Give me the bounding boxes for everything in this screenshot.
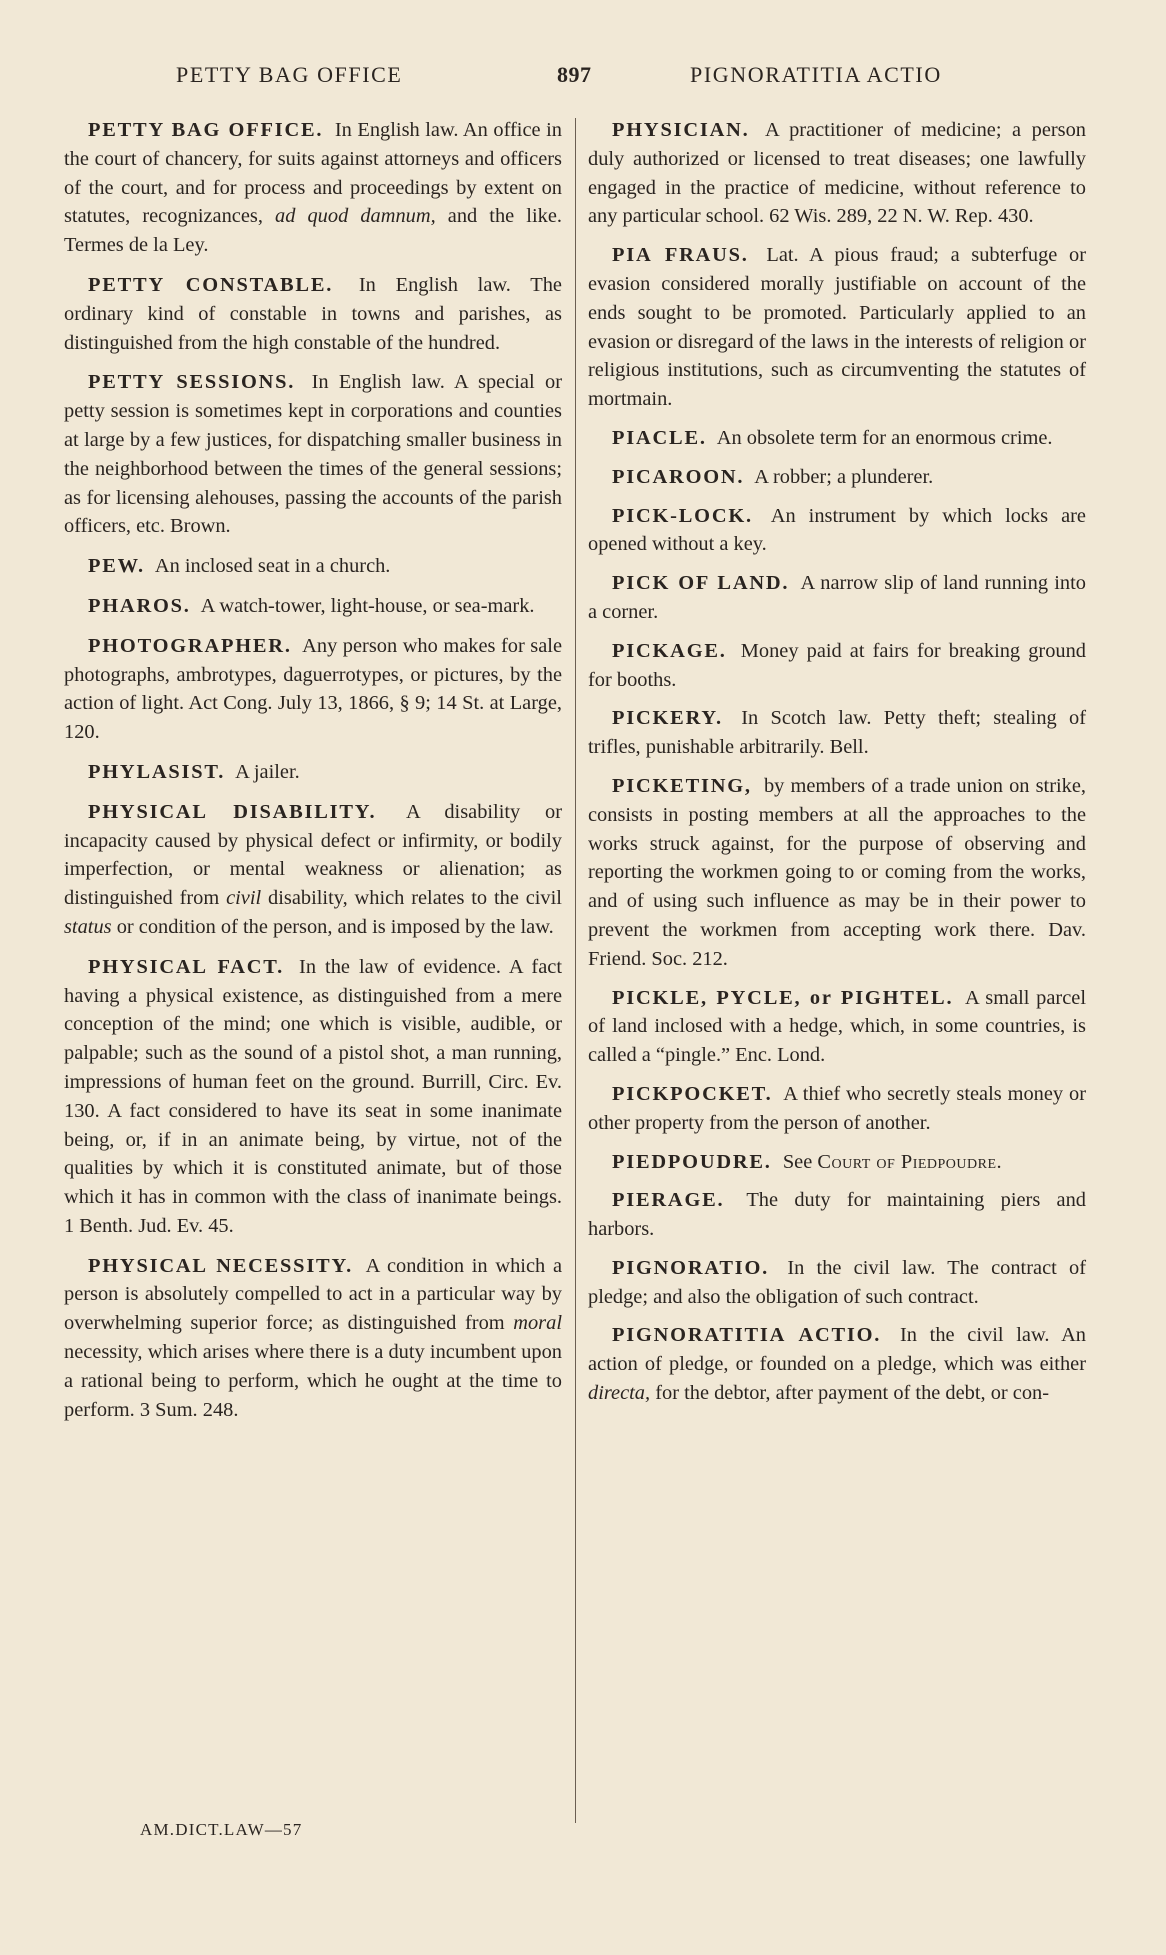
definition: disability, which relates to the civil [268, 887, 562, 910]
definition: by members of a trade union on strike, consists in posting members at all the approaches to the works struck against, for the purpose of observing and reporting the workmen going to or coming from the works, and of using such influence as may be in their power to prevent the workmen from accepting work there. Dav. Friend. Soc. 212. [588, 774, 1086, 970]
entry-petty-sessions [64, 368, 562, 541]
definition: In English law. The ordinary kind of constable in towns and parishes, as distinguished from the high constable of the hundred. [64, 273, 562, 354]
headword: PICKERY. [612, 707, 723, 730]
definition: A practitioner of medicine; a person duly authorized or licensed to treat diseases; one lawfully engaged in the practice of medicine, without reference to any particular school. 62 Wis. 289, 22 N. W. Rep. 430. [588, 119, 1086, 228]
page-number: 897 [557, 62, 592, 87]
definition-italic: directa, [588, 1382, 651, 1405]
entry-pew [64, 552, 562, 581]
headword: PICKPOCKET. [612, 1082, 773, 1105]
headword: PHYSICIAN. [612, 119, 750, 141]
definition-italic: ad quod damnum, [275, 205, 436, 228]
signature-mark: AM.DICT.LAW—57 [140, 1820, 303, 1839]
running-head [0, 62, 1166, 92]
headword: PHYSICAL NECESSITY. [88, 1254, 354, 1277]
right-column [588, 116, 1086, 1418]
definition: A narrow slip of land running into a corner. [588, 572, 1086, 623]
entry-picaroon [588, 463, 1086, 492]
definition: In English law. A special or petty session is sometimes kept in corporations and counties at large by a few justices, for dispatching smaller business in the neighborhood between the times of the general sessions; as for licensing alehouses, passing the accounts of the parish officers, etc. Brown. [64, 371, 562, 538]
entry-pignoratitia-actio [588, 1321, 1086, 1407]
definition: A watch-tower, light-house, or sea-mark. [200, 594, 535, 617]
headword: PHOTOGRAPHER. [88, 634, 292, 657]
definition: The duty for maintaining piers and harbors. [588, 1189, 1086, 1241]
column-divider [575, 118, 576, 1823]
definition: In English law. An office in the court of chancery, for suits against attorneys and officers of the court, and for process and proceedings by extent on statutes, recognizances, [64, 119, 562, 228]
entry-piedpoudre [588, 1148, 1086, 1177]
headword: PETTY BAG OFFICE. [88, 119, 324, 141]
definition: necessity, which arises where there is a duty incumbent upon a rational being to perform, which he ought at the time to perform. 3 Sum. 248. [64, 1341, 562, 1421]
headword: PICKAGE. [612, 639, 727, 662]
headword: PETTY CONSTABLE. [88, 273, 334, 296]
entry-pickery [588, 704, 1086, 762]
definition: In the civil law. The contract of pledge; and also the obligation of such contract. [588, 1256, 1086, 1308]
definition: Money paid at fairs for breaking ground for booths. [588, 639, 1086, 691]
entry-pierage [588, 1186, 1086, 1244]
headword: PIGNORATITIA ACTIO. [612, 1324, 882, 1347]
entry-petty-bag-office [64, 116, 562, 260]
running-head-right: PIGNORATITIA ACTIO [690, 62, 942, 87]
headword: PIA FRAUS. [612, 244, 749, 267]
headword: PHYLASIST. [88, 760, 226, 783]
definition: Any person who makes for sale photographs, ambrotypes, daguerrotypes, or pictures, by the action of light. Act Cong. July 13, 1866, § 9; 14 St. at Large, 120. [64, 634, 562, 744]
entry-picketing [588, 772, 1086, 974]
definition: A small parcel of land inclosed with a hedge, which, in some countries, is called a “pingle.” Enc. Lond. [588, 986, 1086, 1067]
definition-italic: moral [513, 1312, 562, 1335]
headword: PIACLE. [612, 426, 707, 449]
entry-photographer [64, 632, 562, 747]
entry-physical-disability [64, 798, 562, 942]
definition: In the law of evidence. A fact having a physical existence, as distinguished from a mere conception of the mind; one which is visible, audible, or palpable; such as the sound of a pistol shot, a man running, impressions of human feet on the ground. Burrill, Circ. Ev. 130. A fact considered to have its seat in some inanimate being, or, if in an animate being, by virtue, not of the qualities by which it is constituted animate, but of those which it has in common with the class of inanimate beings. 1 Benth. Jud. Ev. 45. [64, 955, 562, 1237]
definition: A disability or incapacity caused by physical defect or infirmity, or bodily imperfection, or mental weakness or alienation; as distinguished from [64, 800, 562, 910]
entry-phylasist [64, 758, 562, 787]
definition: for the debtor, after payment of the debt, or con- [655, 1382, 1050, 1405]
definition: See [782, 1150, 813, 1173]
headword: PHYSICAL FACT. [88, 955, 285, 978]
running-head-left: PETTY BAG OFFICE [176, 62, 403, 87]
headword: PIGNORATIO. [612, 1256, 770, 1279]
definition-italic: civil [226, 887, 262, 910]
headword: PHYSICAL DISABILITY. [88, 800, 377, 823]
entry-piacle [588, 424, 1086, 453]
entry-pickpocket [588, 1080, 1086, 1138]
definition-italic: status [64, 915, 112, 938]
headword: PIERAGE. [612, 1189, 725, 1212]
entry-petty-constable [64, 271, 562, 357]
definition: An inclosed seat in a church. [154, 555, 391, 578]
entry-pia-fraus [588, 241, 1086, 414]
headword: PEW. [88, 555, 145, 578]
definition: In the civil law. An action of pledge, or founded on a pledge, which was either [588, 1324, 1086, 1376]
definition: A thief who secretly steals money or other property from the person of another. [588, 1082, 1086, 1134]
headword: PICK OF LAND. [612, 572, 790, 595]
headword: PICKETING, [612, 774, 752, 797]
entry-physician [588, 116, 1086, 231]
entry-pick-lock [588, 502, 1086, 560]
headword: PETTY SESSIONS. [88, 371, 296, 394]
left-column [64, 116, 562, 1435]
headword: PIEDPOUDRE. [612, 1150, 772, 1173]
definition: A jailer. [235, 760, 300, 783]
definition: A robber; a plunderer. [754, 465, 934, 488]
entry-pickage [588, 637, 1086, 695]
entry-pharos [64, 592, 562, 621]
definition: and the like. Termes de la Ley. [64, 205, 562, 257]
definition: A condition in which a person is absolutely compelled to act in a particular way by overwhelming superior force; as distinguished from [64, 1254, 562, 1335]
definition: An obsolete term for an enormous crime. [716, 426, 1053, 449]
definition: An instrument by which locks are opened without a key. [588, 504, 1086, 556]
headword: PICAROON. [612, 465, 745, 488]
entry-pickle [588, 984, 1086, 1070]
headword: PICKLE, PYCLE, or PIGHTEL. [612, 986, 954, 1009]
entry-pick-of-land [588, 569, 1086, 627]
definition: Lat. A pious fraud; a subterfuge or evasion considered morally justifiable on account of the ends sought to be promoted. Particularly applied to an evasion or disregard of the laws in the interests of religion or religious institutions, such as circumventing the statutes of mortmain. [588, 244, 1086, 411]
headword: PHAROS. [88, 594, 191, 617]
headword: PICK-LOCK. [612, 504, 753, 527]
entry-physical-fact [64, 953, 562, 1241]
definition: In Scotch law. Petty theft; stealing of trifles, punishable arbitrarily. Bell. [588, 707, 1086, 759]
definition: or condition of the person, and is imposed by the law. [116, 915, 554, 938]
entry-physical-necessity [64, 1252, 562, 1425]
entry-pignoratio [588, 1254, 1086, 1312]
cross-reference: Court of Piedpoudre. [817, 1150, 1003, 1173]
